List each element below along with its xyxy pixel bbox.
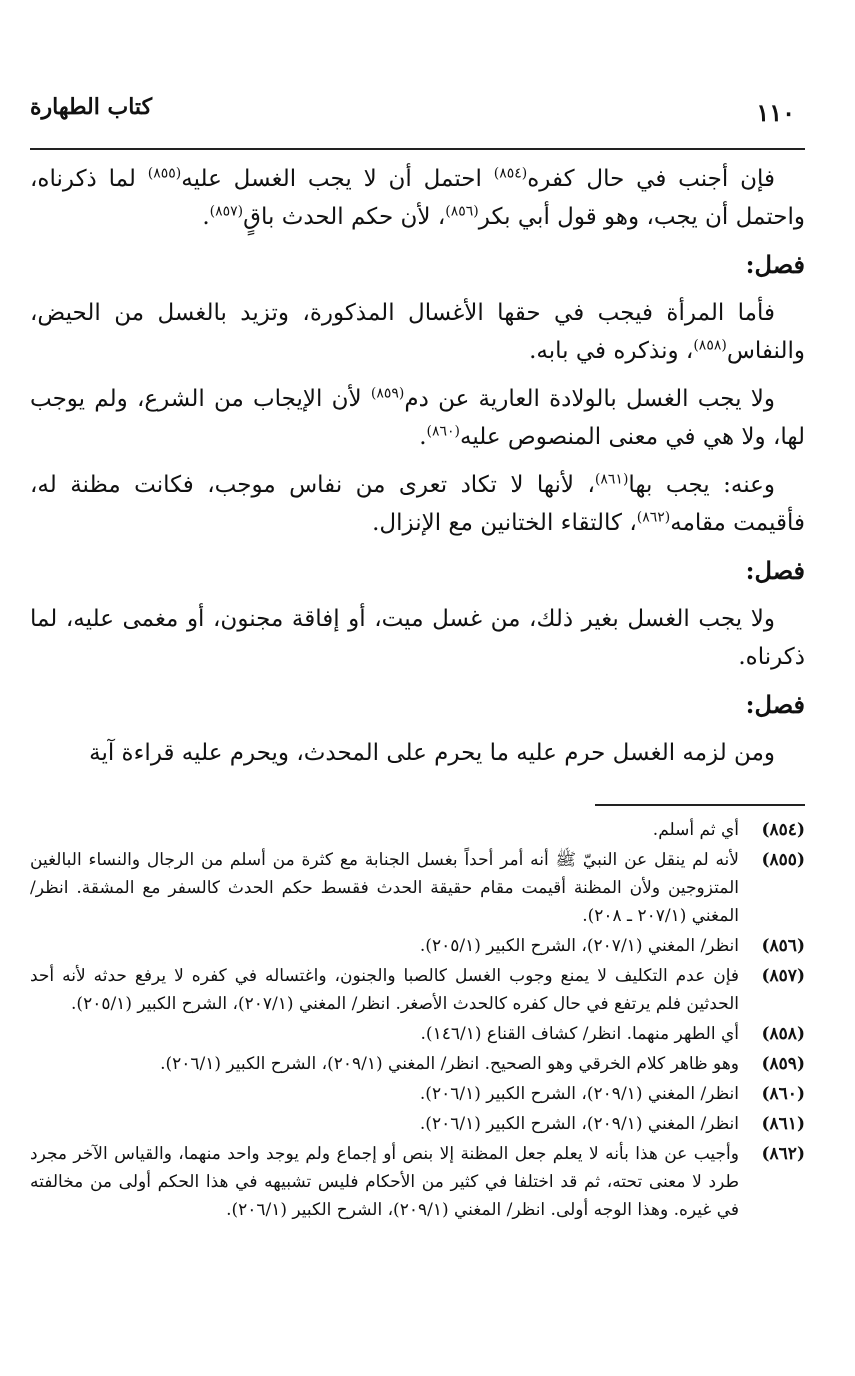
- footnote-text: أي ثم أسلم.: [652, 820, 739, 840]
- footnote-number: (٨٥٩): [761, 1054, 805, 1074]
- footnote-number: (٨٥٤): [761, 820, 805, 840]
- footnote: [30, 1050, 805, 1078]
- footnote-text: انظر/ المغني (٢٠٧/١)، الشرح الكبير (٢٠٥/١).: [419, 936, 739, 956]
- footnote-ref: (٨٥٧): [209, 203, 244, 220]
- footnotes: [30, 816, 805, 1226]
- footnote-text: أي الطهر منهما. انظر/ كشاف القناع (١٤٦/١).: [420, 1024, 739, 1044]
- paragraph-3: ولا يجب الغسل بالولادة العارية عن دم$^{(٨٥٩)}$ لأن الإيجاب من الشرع، ولم يوجب لها، ولا هي في معنى المنصوص عليه$^{(٨٦٠)}$.: [30, 385, 805, 450]
- footnote-ref: (٨٦٢): [636, 509, 671, 526]
- paragraph-2: فأما المرأة فيجب في حقها الأغسال المذكورة، وتزيد بالغسل من الحيض، والنفاس$^{(٨٥٨)}$، ونذكره في بابه.: [30, 300, 805, 364]
- footnote-ref: (٨٥٦): [445, 203, 479, 220]
- footnote: [30, 1020, 805, 1048]
- footnote-ref: (٨٥٩): [370, 385, 405, 402]
- section-heading: فصل:: [745, 690, 805, 719]
- footnote-number: (٨٥٨): [761, 1024, 805, 1044]
- footnote: [30, 816, 805, 844]
- section-heading: فصل:: [745, 250, 805, 279]
- footnote: [30, 932, 805, 960]
- footnote-text: انظر/ المغني (٢٠٩/١)، الشرح الكبير (٢٠٦/١).: [419, 1114, 739, 1134]
- footnote-number: (٨٥٦): [761, 936, 805, 956]
- footnote-number: (٨٦٢): [761, 1144, 805, 1164]
- paragraph-6: ومن لزمه الغسل حرم عليه ما يحرم على المحدث، ويحرم عليه قراءة آية: [89, 740, 775, 766]
- footnote-ref: (٨٦١): [594, 471, 629, 488]
- footnote-rule: [595, 804, 805, 806]
- footnote-ref: (٨٥٤): [493, 165, 528, 182]
- footnote-text: لأنه لم ينقل عن النبيّ ﷺ أنه أمر أحداً بغسل الجنابة مع كثرة من أسلم من الرجال والنساء البالغين المتزوجين ولأن المظنة أقيمت مقام حقيقة الحدث فقسط حكم الحدث كالسفر مع المشقة. انظر/ المغني (٢٠٧/١ ـ ٢٠٨).: [30, 850, 739, 926]
- header-rule: [30, 148, 805, 150]
- footnote-ref: (٨٥٨): [693, 337, 727, 354]
- running-title: كتاب الطهارة: [30, 94, 153, 120]
- footnote-ref: (٨٦٠): [426, 423, 460, 440]
- footnote-ref: (٨٥٥): [147, 165, 182, 182]
- footnote: [30, 962, 805, 1018]
- footnote-text: انظر/ المغني (٢٠٩/١)، الشرح الكبير (٢٠٦/١).: [419, 1084, 739, 1104]
- footnote-text: فإن عدم التكليف لا يمنع وجوب الغسل كالصبا والجنون، واغتساله في كفره لا يرفع حدثه لأنه أحد الحدثين فلم يرتفع في حال كفره كالحدث الأصغر. انظر/ المغني (٢٠٧/١)، الشرح الكبير (٢٠٥/١).: [30, 966, 739, 1014]
- footnote-text: وأجيب عن هذا بأنه لا يعلم جعل المظنة إلا بنص أو إجماع ولم يوجد واحد منهما، والقياس الآخر مجرد طرد لا معنى تحته، ثم قد اختلفا في كثير من الأحكام فليس تشبيهه في هذا الحكم أولى من مخالفته في غيره. وهذا الوجه أولى. انظر/ المغني (٢٠٩/١)، الشرح الكبير (٢٠٦/١).: [30, 1144, 739, 1220]
- footnote-number: (٨٥٥): [761, 850, 805, 870]
- paragraph-1: فإن أجنب في حال كفره$^{(٨٥٤)}$ احتمل أن لا يجب الغسل عليه$^{(٨٥٥)}$ لما ذكرناه، واحتمل أن يجب، وهو قول أبي بكر$^{(٨٥٦)}$، لأن حكم الحدث باقٍ$^{(٨٥٧)}$.: [30, 165, 805, 230]
- footnote-number: (٨٦٠): [761, 1084, 805, 1104]
- section-heading: فصل:: [745, 556, 805, 585]
- main-text: [30, 160, 805, 782]
- page-number: ١١٠: [756, 98, 795, 127]
- paragraph-5: ولا يجب الغسل بغير ذلك، من غسل ميت، أو إفاقة مجنون، أو مغمى عليه، لما ذكرناه.: [30, 606, 805, 670]
- footnote-text: وهو ظاهر كلام الخرقي وهو الصحيح. انظر/ المغني (٢٠٩/١)، الشرح الكبير (٢٠٦/١).: [160, 1054, 739, 1074]
- footnote-number: (٨٥٧): [761, 966, 805, 986]
- footnote-number: (٨٦١): [761, 1114, 805, 1134]
- paragraph-4: وعنه: يجب بها$^{(٨٦١)}$، لأنها لا تكاد تعرى من نفاس موجب، فكانت مظنة له، فأقيمت مقامه$^{(٨٦٢)}$، كالتقاء الختانين مع الإنزال.: [30, 471, 805, 536]
- page-header: [30, 90, 805, 130]
- footnote: [30, 1140, 805, 1224]
- footnote: [30, 1080, 805, 1108]
- footnote: [30, 846, 805, 930]
- footnote: [30, 1110, 805, 1138]
